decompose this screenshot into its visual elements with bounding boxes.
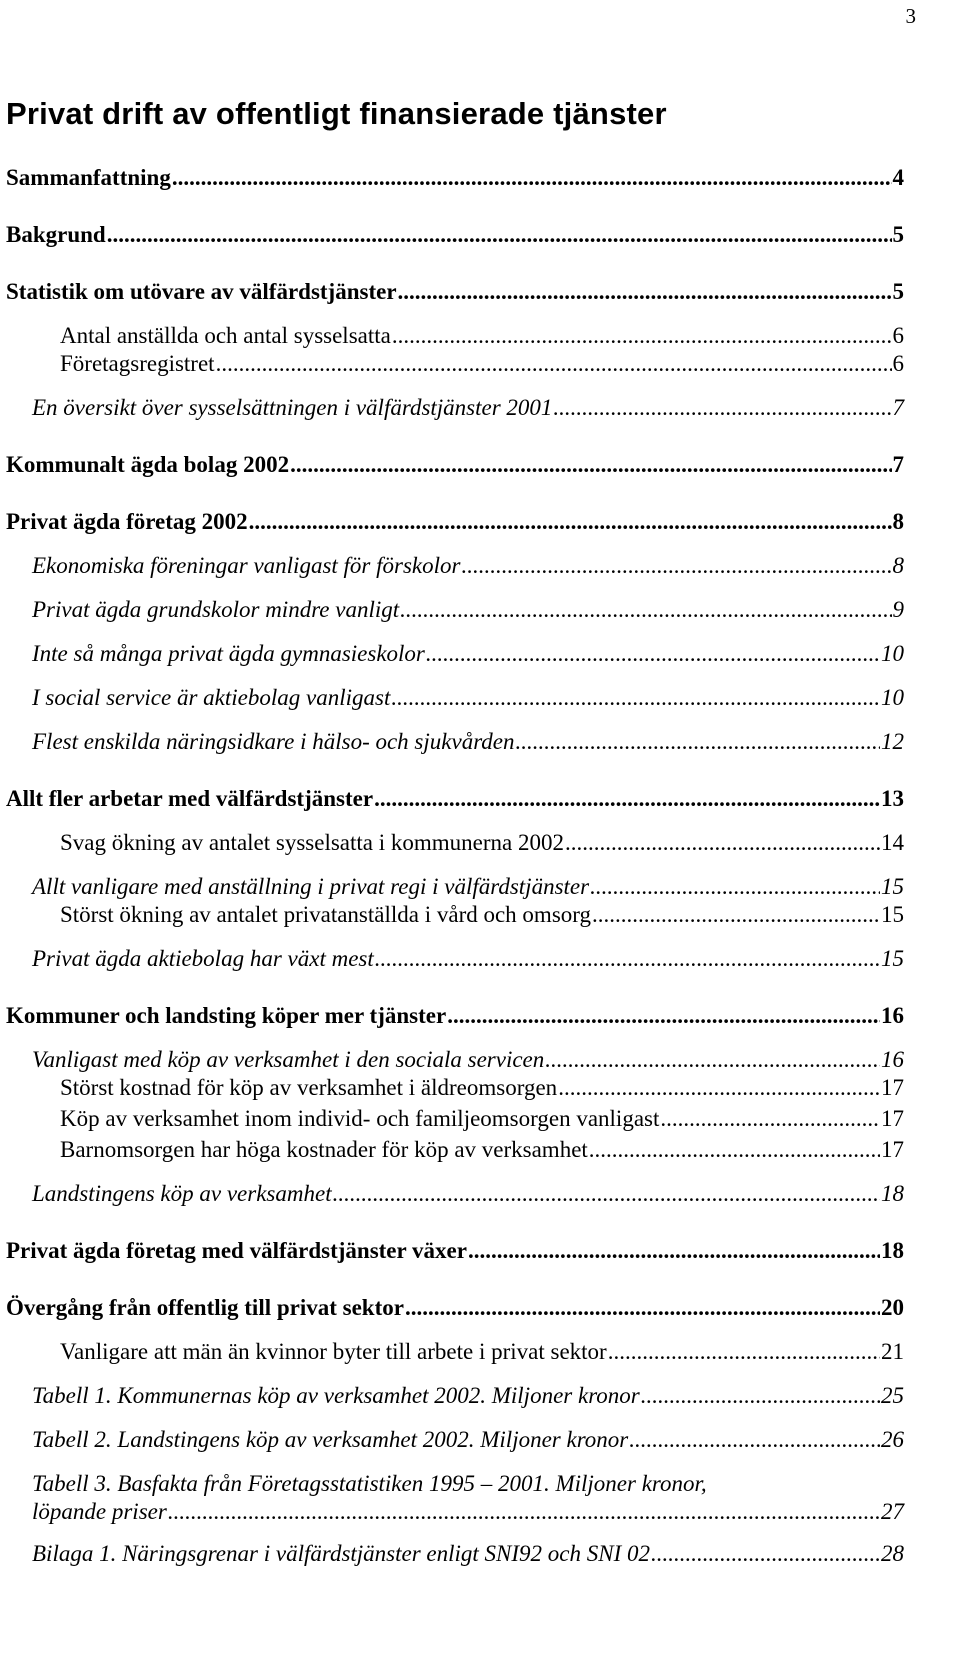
toc-entry[interactable]: [6, 221, 904, 249]
toc-entry[interactable]: [6, 164, 904, 192]
toc-entry-label: Sammanfattning: [6, 165, 171, 190]
toc-entry-page: 10: [881, 641, 904, 666]
toc-entry-label: Bilaga 1. Näringsgrenar i välfärdstjänster enligt SNI92 och SNI 02: [32, 1541, 651, 1566]
toc-entry-label: Övergång från offentlig till privat sektor: [6, 1295, 404, 1320]
toc-entry-label: Privat ägda aktiebolag har växt mest: [32, 946, 374, 971]
toc-leader: [592, 901, 880, 929]
toc-entry[interactable]: [60, 1105, 904, 1133]
toc-leader: [660, 1105, 880, 1133]
toc-entry-label: Privat ägda grundskolor mindre vanligt: [32, 597, 400, 622]
toc-entry[interactable]: [32, 1180, 904, 1208]
toc-entry[interactable]: [60, 901, 904, 929]
toc-entry-label: Tabell 1. Kommunernas köp av verksamhet 2002. Miljoner kronor: [32, 1383, 640, 1408]
toc-entry-page: 8: [892, 553, 904, 578]
toc-entry[interactable]: [6, 508, 904, 536]
toc-entry[interactable]: [32, 596, 904, 624]
toc-entry-page: 5: [892, 279, 904, 304]
toc-entry-label: Allt fler arbetar med välfärdstjänster: [6, 786, 374, 811]
toc-entry[interactable]: [32, 394, 904, 422]
toc-entry-page: 8: [892, 509, 904, 534]
toc-entry-label: Flest enskilda näringsidkare i hälso- och sjukvården: [32, 729, 515, 754]
toc-entry-page: 15: [881, 874, 904, 899]
toc-entry-page: 28: [881, 1541, 904, 1566]
toc-entry-page: 15: [881, 902, 904, 927]
toc-leader: [398, 278, 892, 306]
toc-leader: [468, 1237, 880, 1265]
toc-entry[interactable]: [60, 829, 904, 857]
toc-entry-label: Köp av verksamhet inom individ- och familjeomsorgen vanligast: [60, 1106, 660, 1131]
toc-entry-page: 13: [881, 786, 904, 811]
toc-entry-page: 25: [881, 1383, 904, 1408]
toc-leader: [641, 1382, 880, 1410]
toc-entry-label: Landstingens köp av verksamhet: [32, 1181, 332, 1206]
toc-entry[interactable]: [60, 322, 904, 350]
toc-entry-label: Företagsregistret: [60, 351, 215, 376]
toc-leader: [565, 829, 880, 857]
toc-leader: [590, 873, 880, 901]
toc-entry-label: En översikt över sysselsättningen i välfärdstjänster 2001: [32, 395, 553, 420]
toc-leader: [405, 1294, 880, 1322]
toc-entry-page: 4: [892, 165, 904, 190]
toc-entry-page: 5: [892, 222, 904, 247]
toc-entry-page: 6: [892, 323, 904, 348]
toc-entry[interactable]: [60, 1338, 904, 1366]
toc-entry[interactable]: [6, 1237, 904, 1265]
toc-leader: [589, 1136, 880, 1164]
toc-entry[interactable]: [60, 1074, 904, 1102]
toc-entry-label: Inte så många privat ägda gymnasieskolor: [32, 641, 425, 666]
toc-leader: [447, 1002, 880, 1030]
toc-entry-label: Antal anställda och antal sysselsatta: [60, 323, 391, 348]
toc-entry-label: Privat ägda företag 2002: [6, 509, 248, 534]
toc-entry-page: 17: [881, 1137, 904, 1162]
toc-entry-page: 14: [881, 830, 904, 855]
toc-entry[interactable]: [32, 552, 904, 580]
toc-entry-page: 18: [881, 1238, 904, 1263]
toc-entry-label: Statistik om utövare av välfärdstjänster: [6, 279, 397, 304]
toc-entry[interactable]: [60, 350, 904, 378]
toc-entry-label: Barnomsorgen har höga kostnader för köp av verksamhet: [60, 1137, 588, 1162]
toc-entry-page: 17: [881, 1075, 904, 1100]
toc-leader: [333, 1180, 880, 1208]
toc-entry-page: 27: [881, 1499, 904, 1524]
toc-entry[interactable]: [32, 1470, 904, 1526]
toc-leader: [516, 728, 881, 756]
toc-entry-label: Privat ägda företag med välfärdstjänster växer: [6, 1238, 467, 1263]
toc-leader: [608, 1338, 880, 1366]
toc-entry[interactable]: [32, 1382, 904, 1410]
toc-entry[interactable]: [32, 1046, 904, 1074]
toc-entry-page: 21: [881, 1339, 904, 1364]
toc-entry-page: 6: [892, 351, 904, 376]
toc-leader: [172, 164, 892, 192]
toc-entry-label: Kommunalt ägda bolag 2002: [6, 452, 290, 477]
toc-entry-label: Allt vanligare med anställning i privat regi i välfärdstjänster: [32, 874, 590, 899]
toc-leader: [461, 552, 891, 580]
toc-entry-label: Störst kostnad för köp av verksamhet i äldreomsorgen: [60, 1075, 558, 1100]
toc-leader: [375, 945, 880, 973]
toc-entry-label: Kommuner och landsting köper mer tjänster: [6, 1003, 447, 1028]
page-number: 3: [905, 4, 916, 28]
toc-entry[interactable]: [6, 1002, 904, 1030]
toc-entry[interactable]: [32, 873, 904, 901]
toc-entry[interactable]: [6, 278, 904, 306]
toc-entry-label: I social service är aktiebolag vanligast: [32, 685, 391, 710]
toc-entry-label: Ekonomiska föreningar vanligast för förskolor: [32, 553, 461, 578]
toc-leader: [400, 596, 891, 624]
toc-entry-page: 15: [881, 946, 904, 971]
toc-entry-label: Bakgrund: [6, 222, 106, 247]
toc-leader: [545, 1046, 880, 1074]
toc-entry-page: 12: [881, 729, 904, 754]
toc-entry-label: Störst ökning av antalet privatanställda i vård och omsorg: [60, 902, 592, 927]
toc-entry[interactable]: [32, 728, 904, 756]
toc-entry-page: 7: [892, 395, 904, 420]
toc-entry[interactable]: [32, 640, 904, 668]
toc-entry-page: 17: [881, 1106, 904, 1131]
document-title: Privat drift av offentligt finansierade tjänster: [6, 96, 667, 131]
toc-leader: [168, 1498, 880, 1526]
toc-leader: [391, 684, 880, 712]
toc-leader: [374, 785, 880, 813]
toc-entry-page: 26: [881, 1427, 904, 1452]
toc-entry[interactable]: [60, 1136, 904, 1164]
toc-entry-label: Vanligast med köp av verksamhet i den sociala servicen: [32, 1047, 545, 1072]
toc-leader: [553, 394, 891, 422]
toc-entry-page: 18: [881, 1181, 904, 1206]
toc-leader: [392, 322, 892, 350]
toc-entry-label: Vanligare att män än kvinnor byter till arbete i privat sektor: [60, 1339, 607, 1364]
toc-leader: [651, 1540, 880, 1568]
toc-entry-page: 9: [892, 597, 904, 622]
toc-entry[interactable]: [32, 945, 904, 973]
toc-entry-continuation: [32, 1498, 904, 1526]
toc-leader: [426, 640, 880, 668]
toc-entry-page: 10: [881, 685, 904, 710]
toc-entry-label: Svag ökning av antalet sysselsatta i kommunerna 2002: [60, 830, 564, 855]
toc-entry-label: Tabell 3. Basfakta från Företagsstatistiken 1995 – 2001. Miljoner kronor,: [32, 1471, 707, 1496]
toc-entry-label: Tabell 2. Landstingens köp av verksamhet 2002. Miljoner kronor: [32, 1427, 629, 1452]
toc-entry[interactable]: [32, 1540, 904, 1568]
toc-entry[interactable]: [32, 1426, 904, 1454]
toc-leader: [249, 508, 892, 536]
toc-entry[interactable]: [6, 1294, 904, 1322]
toc-entry-page: 16: [881, 1003, 904, 1028]
toc-entry-page: 16: [881, 1047, 904, 1072]
toc-entry[interactable]: [32, 684, 904, 712]
toc-leader: [290, 451, 891, 479]
toc-leader: [558, 1074, 880, 1102]
toc-entry[interactable]: [6, 451, 904, 479]
toc-entry-page: 7: [892, 452, 904, 477]
toc-leader: [216, 350, 892, 378]
toc-entry-label-cont: löpande priser: [32, 1499, 167, 1524]
toc-leader: [107, 221, 892, 249]
toc-entry-page: 20: [881, 1295, 904, 1320]
toc-entry[interactable]: [6, 785, 904, 813]
toc-leader: [629, 1426, 880, 1454]
